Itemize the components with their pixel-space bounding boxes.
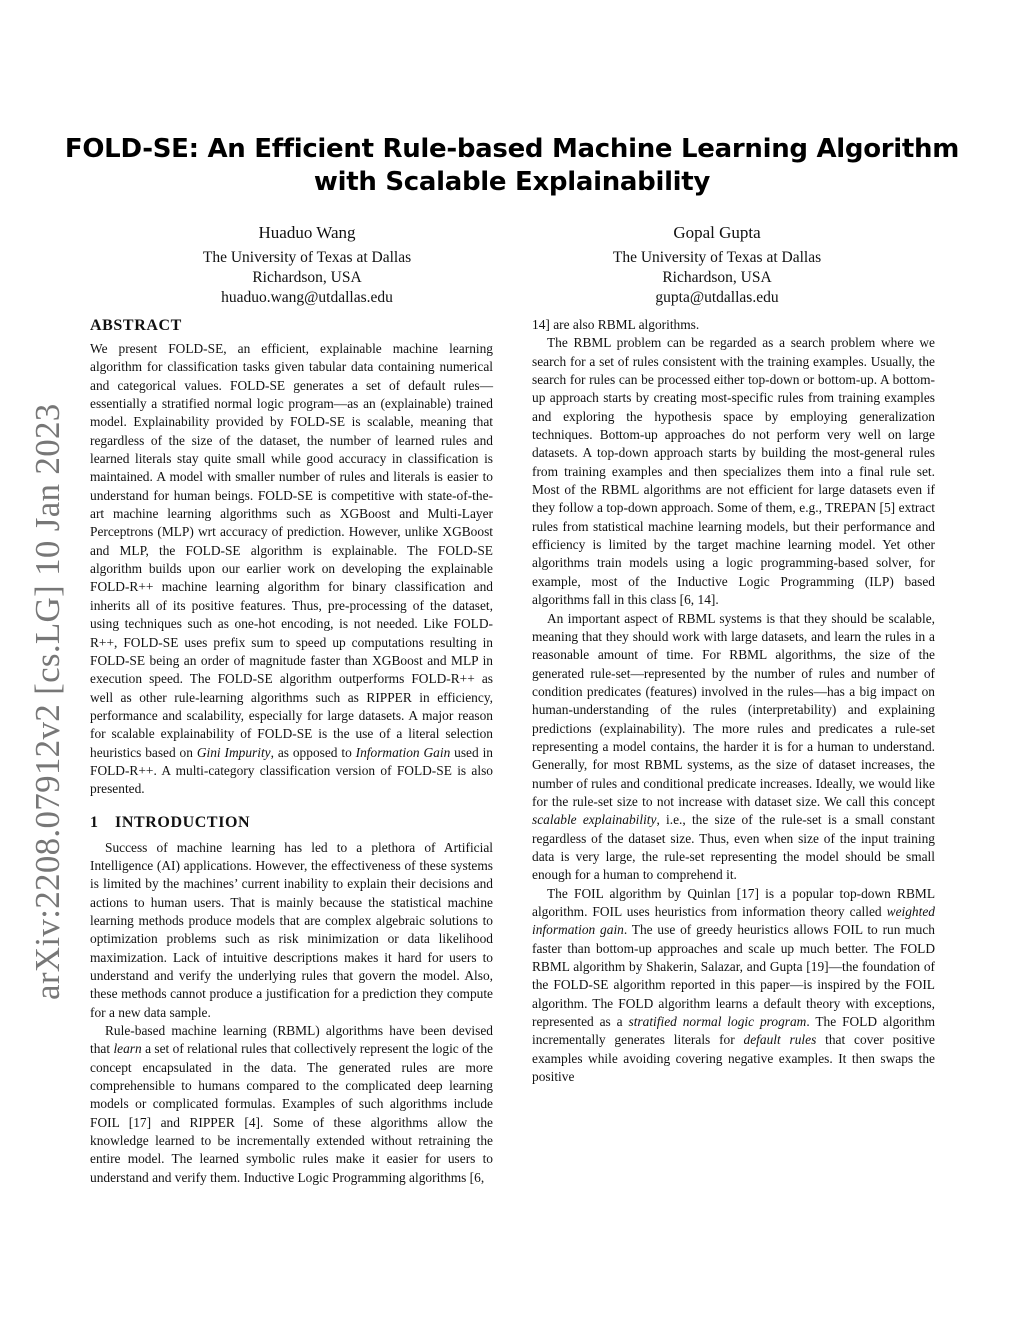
- author-block-2: [567, 222, 867, 308]
- author-block-1: [157, 222, 457, 308]
- right-column: [532, 316, 935, 1086]
- author-name: Huaduo Wang: [258, 223, 356, 242]
- author-name: Gopal Gupta: [673, 223, 761, 242]
- author-location: Richardson, USA: [252, 269, 362, 286]
- intro-paragraph-3: The RBML problem can be regarded as a search problem where we search for a set of rules consistent with the training examples. Usually, the search for rules can be processed either top-down or bottom-up. A bottom-up approach starts by creating most-specific rules from training examples and exploring the hypothesis space by employing generalization techniques. Bottom-up approaches do not perform very well on large datasets. A top-down approach starts by building the most-general rules from training examples and then specializes them into a final rule set. Most of the RBML algorithms are not efficient for large datasets even if they follow a top-down approach. Some of them, e.g., TREPAN [5] extract rules from statistical machine learning models, but their performance and efficiency is limited by the target machine learning model. Yet other algorithms train models using a logic programming-based solver, for example, most of the Inductive Logic Programming (ILP) based algorithms fall in this class [6, 14].: [532, 335, 935, 608]
- section-title: INTRODUCTION: [115, 813, 251, 831]
- author-affiliation: The University of Texas at Dallas: [202, 249, 412, 266]
- author-email[interactable]: huaduo.wang@utdallas.edu: [221, 289, 393, 306]
- author-email[interactable]: gupta@utdallas.edu: [655, 289, 779, 306]
- intro-paragraph-4: An important aspect of RBML systems is that they should be scalable, meaning that they should work with large datasets, and learn the rules in a reasonable amount of time. For RBML algorithms, the size of the generated rule-set—represented by the number of rules and number of condition predicates (features) involved in the rules—has a big impact on human-understanding of the rules (interpretability) and explaining predictions (explainability). The more rules and predicates a rule-set representing a model contains, the harder it is for a human to understand. Generally, for most RBML systems, as the size of dataset increases, the number of rules and conditional predicate increases. Ideally, we would like for the rule-set size to not increase with dataset size. We call this concept scalable explainability, i.e., the size of the rule-set is a small constant regardless of the dataset size. Thus, even when size of the input training data is very large, the rule-set representing the model should be small enough for a human to comprehend it.: [532, 610, 935, 883]
- intro-paragraph-continued: 14] are also RBML algorithms.: [532, 317, 700, 332]
- intro-paragraph-5: The FOIL algorithm by Quinlan [17] is a popular top-down RBML algorithm. FOIL uses heuristics from information theory called weighted information gain. The use of greedy heuristics allows FOIL to run much faster than bottom-up approaches and scale up much better. The FOLD RBML algorithm by Shakerin, Salazar, and Gupta [19]—the foundation of the FOLD-SE algorithm reported in this paper—is inspired by the FOIL algorithm. The FOLD algorithm learns a default theory with exceptions, represented as a stratified normal logic program. The FOLD algorithm incrementally generates literals for default rules that cover positive examples while avoiding covering negative examples. It then swaps the positive: [532, 885, 935, 1085]
- intro-paragraph-2: Rule-based machine learning (RBML) algorithms have been devised that learn a set of relational rules that collectively represent the logic of the concept encapsulated in the data. The generated rules are more comprehensible to humans compared to the complicated deep learning models or complicated formulas. Examples of such algorithms include FOIL [17] and RIPPER [4]. Some of these algorithms allow the knowledge learned to be incrementally extended without retraining the entire model. The learned symbolic rules make it easier for users to understand and verify them. Inductive Logic Programming algorithms [6,: [90, 1023, 493, 1185]
- introduction-heading: [90, 813, 493, 833]
- abstract-text: We present FOLD-SE, an efficient, explainable machine learning algorithm for classification tasks given tabular data containing numerical and categorical values. FOLD-SE generates a set of default rules—essentially a stratified normal logic program—as an (explainable) trained model. Explainability provided by FOLD-SE is scalable, meaning that regardless of the size of the dataset, the number of learned rules and learned literals stay quite small while good accuracy in classification is maintained. A model with smaller number of rules and literals is easier to understand for human beings. FOLD-SE is competitive with state-of-the-art machine learning algorithms such as XGBoost and Multi-Layer Perceptrons (MLP) wrt accuracy of prediction. However, unlike XGBoost and MLP, the FOLD-SE algorithm is explainable. The FOLD-SE algorithm builds upon our earlier work on developing the explainable FOLD-R++ machine learning algorithm for binary classification and inherits all of its positive features. Thus, pre-processing of the dataset, using techniques such as one-hot encoding, is not needed. Like FOLD-R++, FOLD-SE uses prefix sum to speed up computations resulting in FOLD-SE being an order of magnitude faster than XGBoost and MLP in execution speed. The FOLD-SE algorithm outperforms FOLD-R++ as well as other rule-learning algorithms such as RIPPER in efficiency, performance and scalability, especially for large datasets. A major reason for scalable explainability of FOLD-SE is the use of a literal selection heuristics based on Gini Impurity, as opposed to Information Gain used in FOLD-R++. A multi-category classification version of FOLD-SE is also presented.: [90, 341, 493, 797]
- title-line-2: with Scalable Explainability: [313, 167, 711, 197]
- intro-paragraph-1: Success of machine learning has led to a plethora of Artificial Intelligence (AI) applications. However, the effectiveness of these systems is limited by the machines’ current inability to explain their decisions and actions to human users. That is mainly because the statistical machine learning methods produce models that are complex algebraic solutions to optimization problems such as risk minimization or data likelihood maximization. Lack of intuitive descriptions makes it hard for users to understand and verify the underlying rules that govern the model. Also, these methods cannot produce a justification for a prediction they compute for a new data sample.: [90, 839, 493, 1020]
- author-location: Richardson, USA: [662, 269, 772, 286]
- abstract-heading: ABSTRACT: [90, 317, 182, 334]
- paper-title: [60, 133, 964, 199]
- section-number: 1: [90, 813, 99, 831]
- author-affiliation: The University of Texas at Dallas: [612, 249, 822, 266]
- left-column: [90, 316, 493, 1187]
- title-line-1: FOLD-SE: An Efficient Rule-based Machine Learning Algorithm: [64, 134, 960, 164]
- arxiv-identifier: arXiv:2208.07912v2 [cs.LG] 10 Jan 2023: [28, 403, 67, 1000]
